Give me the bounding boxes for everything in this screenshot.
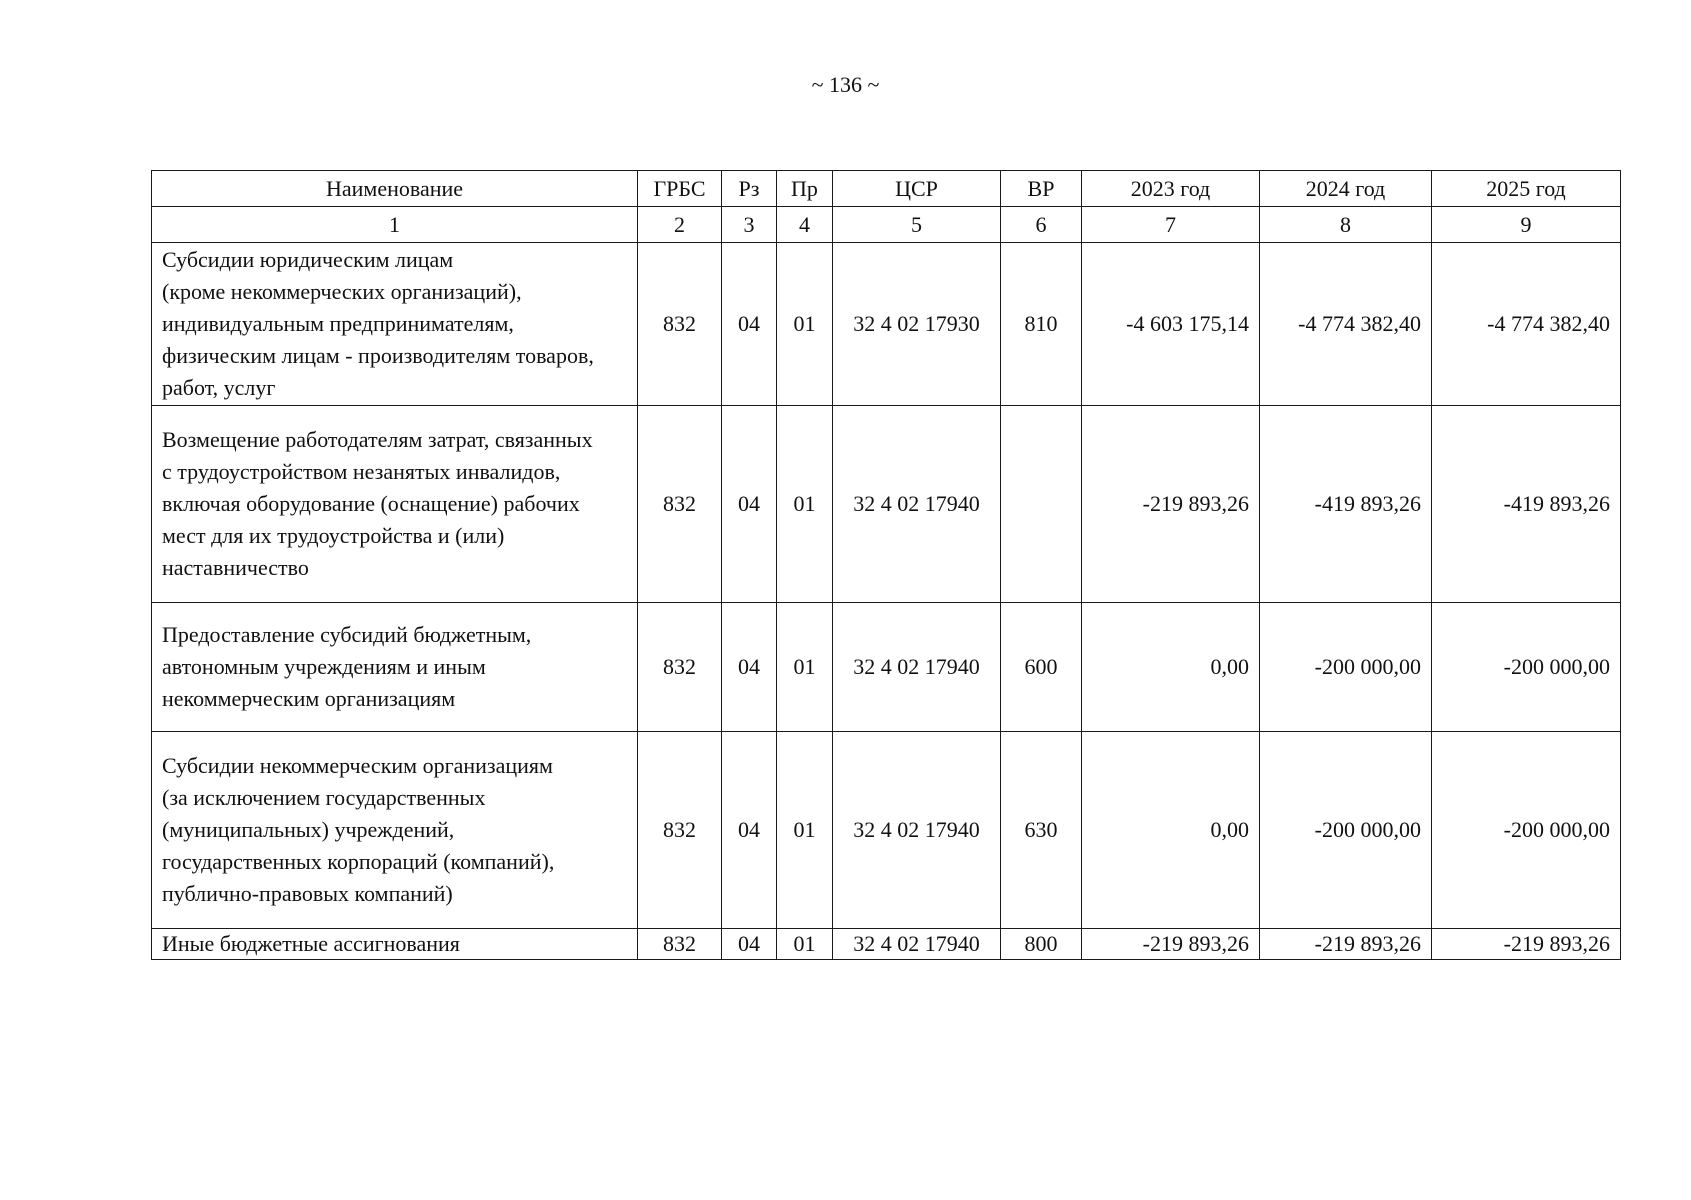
pr-cell: 01 xyxy=(777,732,833,929)
header-2025: 2025 год xyxy=(1432,171,1621,207)
amount-2023-cell: 0,00 xyxy=(1082,732,1260,929)
column-number: 6 xyxy=(1001,207,1082,243)
table-row xyxy=(152,929,1621,960)
rz-cell: 04 xyxy=(722,406,777,603)
amount-2025-cell: -219 893,26 xyxy=(1432,929,1621,960)
table-row xyxy=(152,406,1621,603)
budget-table xyxy=(151,170,1621,960)
row-name: Возмещение работодателям затрат, связанных с трудоустройством незанятых инвалидов, включая оборудование (оснащение) рабочих мест для их трудоустройства и (или) наставничество xyxy=(162,427,593,580)
grbs-cell: 832 xyxy=(638,243,722,406)
pr-cell: 01 xyxy=(777,243,833,406)
amount-2025-cell: -200 000,00 xyxy=(1432,732,1621,929)
row-name: Субсидии некоммерческим организациям (за исключением государственных (муниципальных) учреждений, государственных корпораций (компаний), публично-правовых компаний) xyxy=(162,753,555,906)
column-number: 1 xyxy=(152,207,638,243)
vr-cell: 600 xyxy=(1001,603,1082,732)
pr-cell: 01 xyxy=(777,406,833,603)
row-name-cell xyxy=(152,603,638,732)
column-number: 7 xyxy=(1082,207,1260,243)
row-name-cell xyxy=(152,732,638,929)
pr-cell: 01 xyxy=(777,929,833,960)
header-row xyxy=(152,171,1621,207)
row-name-cell xyxy=(152,929,638,960)
grbs-cell: 832 xyxy=(638,929,722,960)
header-vr: ВР xyxy=(1001,171,1082,207)
column-number: 3 xyxy=(722,207,777,243)
rz-cell: 04 xyxy=(722,732,777,929)
amount-2023-cell: -4 603 175,14 xyxy=(1082,243,1260,406)
table-row xyxy=(152,603,1621,732)
csr-cell: 32 4 02 17940 xyxy=(833,603,1001,732)
amount-2024-cell: -419 893,26 xyxy=(1260,406,1432,603)
amount-2024-cell: -200 000,00 xyxy=(1260,732,1432,929)
header-2023: 2023 год xyxy=(1082,171,1260,207)
header-pr: Пр xyxy=(777,171,833,207)
header-2024: 2024 год xyxy=(1260,171,1432,207)
row-name-cell xyxy=(152,243,638,406)
vr-cell xyxy=(1001,406,1082,603)
grbs-cell: 832 xyxy=(638,406,722,603)
amount-2024-cell: -200 000,00 xyxy=(1260,603,1432,732)
row-name-cell xyxy=(152,406,638,603)
rz-cell: 04 xyxy=(722,603,777,732)
row-name: Субсидии юридическим лицам (кроме некоммерческих организаций), индивидуальным предпринимателям, физическим лицам - производителям товаров, работ, услуг xyxy=(162,247,594,400)
amount-2023-cell: -219 893,26 xyxy=(1082,929,1260,960)
amount-2024-cell: -219 893,26 xyxy=(1260,929,1432,960)
csr-cell: 32 4 02 17930 xyxy=(833,243,1001,406)
column-number: 2 xyxy=(638,207,722,243)
header-name: Наименование xyxy=(152,171,638,207)
column-number: 5 xyxy=(833,207,1001,243)
row-name: Иные бюджетные ассигнования xyxy=(162,931,460,956)
header-rz: Рз xyxy=(722,171,777,207)
amount-2024-cell: -4 774 382,40 xyxy=(1260,243,1432,406)
grbs-cell: 832 xyxy=(638,732,722,929)
csr-cell: 32 4 02 17940 xyxy=(833,732,1001,929)
column-number: 9 xyxy=(1432,207,1621,243)
header-grbs: ГРБС xyxy=(638,171,722,207)
table-row xyxy=(152,732,1621,929)
amount-2025-cell: -200 000,00 xyxy=(1432,603,1621,732)
rz-cell: 04 xyxy=(722,929,777,960)
amount-2023-cell: 0,00 xyxy=(1082,603,1260,732)
amount-2023-cell: -219 893,26 xyxy=(1082,406,1260,603)
column-number-row xyxy=(152,207,1621,243)
vr-cell: 630 xyxy=(1001,732,1082,929)
pr-cell: 01 xyxy=(777,603,833,732)
csr-cell: 32 4 02 17940 xyxy=(833,406,1001,603)
amount-2025-cell: -4 774 382,40 xyxy=(1432,243,1621,406)
row-name: Предоставление субсидий бюджетным, автономным учреждениям и иным некоммерческим организациям xyxy=(162,622,532,711)
page-number: ~ 136 ~ xyxy=(811,72,880,97)
rz-cell: 04 xyxy=(722,243,777,406)
vr-cell: 800 xyxy=(1001,929,1082,960)
vr-cell: 810 xyxy=(1001,243,1082,406)
grbs-cell: 832 xyxy=(638,603,722,732)
column-number: 4 xyxy=(777,207,833,243)
table-row xyxy=(152,243,1621,406)
amount-2025-cell: -419 893,26 xyxy=(1432,406,1621,603)
csr-cell: 32 4 02 17940 xyxy=(833,929,1001,960)
header-csr: ЦСР xyxy=(833,171,1001,207)
column-number: 8 xyxy=(1260,207,1432,243)
